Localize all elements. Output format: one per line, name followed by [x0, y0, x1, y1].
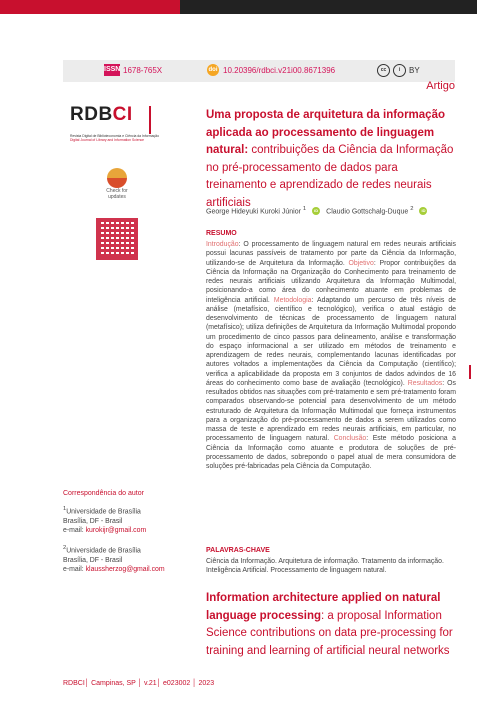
- correspondence-entry-1: $^1$Universidade de Brasília Brasília, DF - Brasil e-mail: kurokijr@gmail.com: [63, 506, 147, 534]
- footer-citation: RDBCI│ Campinas, SP │ v.21│ e023002 │ 2023: [63, 680, 215, 687]
- check-updates-icon: [107, 168, 127, 188]
- by-icon: i: [393, 64, 406, 77]
- keywords-body: Ciência da Informação. Arquitetura de informação. Tratamento da informação. Inteligência Artificial. Processamento de linguagem natural.: [206, 558, 444, 575]
- logo-bar: [149, 106, 151, 134]
- doi[interactable]: [207, 64, 335, 76]
- correspondence-entry-2: $^2$Universidade de Brasília Brasília, DF - Brasil e-mail: klaussherzog@gmail.com: [63, 545, 165, 573]
- logo-text: RDBCI: [70, 104, 133, 125]
- side-marker: [469, 365, 471, 379]
- email-link[interactable]: kurokijr@gmail.com: [85, 526, 147, 534]
- check-for-updates-badge[interactable]: [101, 168, 133, 202]
- keywords-heading: PALAVRAS-CHAVE: [206, 547, 270, 554]
- english-title: Information architecture applied on natural language processing: a proposal Information Science contributions on data pre-processing for training and learning of artificial neural networks: [206, 592, 453, 657]
- doi-icon: doi: [207, 64, 219, 76]
- doi-link[interactable]: 10.20396/rdbci.v21i00.8671396: [223, 65, 336, 75]
- license-label: BY: [409, 66, 420, 75]
- top-bar-accent: [0, 0, 180, 14]
- resumo-heading: RESUMO: [206, 230, 237, 237]
- logo-subtitle-pt: Revista Digital de Biblioteconomia e Ciência da Informação: [70, 134, 159, 138]
- orcid-icon[interactable]: iD: [314, 207, 319, 213]
- orcid-icon[interactable]: iD: [421, 207, 426, 213]
- qr-code-icon[interactable]: [96, 218, 138, 260]
- correspondence: [63, 489, 198, 583]
- check-updates-label: Check for updates: [106, 188, 128, 200]
- email-link[interactable]: klaussherzog@gmail.com: [85, 565, 165, 573]
- author-2: Claudio Gottschalg-Duque $^2$: [326, 206, 414, 216]
- correspondence-heading: Correspondência do autor: [63, 490, 144, 497]
- logo-subtitle-en: Digital Journal of Library and Information Science: [70, 138, 145, 142]
- resumo-body: Introdução: O processamento de linguagem natural em redes neurais artificiais possui lacunas passíveis de tratamento por parte da Ciência da Informação, utilizando-se de Arquitetura da Informação. Objetivo: Propor contribuições da Ciência da Informação na Organização do Conhecimento para treinamento de redes neurais artificiais utilizando Arquitetura da Informação Multimodal, posicionando-a como área do conhecimento atuante em problemas de inteligência artificial. Metodologia: Adaptando um percurso de três níveis de análise (metafísico, científico e tecnológico), verifica o atual estágio de desenvolvimento de técnicas de processamento de linguagem natural (metafísico); utiliza definições de Arquitetura da Informação Multimodal propondo um procedimento de cinco passos para delineamento, análise e transformação do espaço informacional a ser utilizado em métodos de treinamento e aprendizagem de redes neurais, complementando lacunas identificadas por autores voltados a implementações da Ciência da Computação (científico); verifica a aplicabilidade da proposta em 3 conjuntos de dados advindos de 16 áreas do conhecimento como base de avaliação (tecnológico). Resultados: Os resultados obtidos nas situações com pré-tratamento e sem pré-tratamento foram comparados observando-se potencial para desenvolvimento de um método estruturado de Arquitetura da Informação Multimodal que forneça instrumentos para a organização do pré-processamento de dados a serem utilizados como massa de teste e aprendizado em redes neurais artificiais, em particular, no processamento de linguagem natural. Conclusão: Este método posiciona a Ciência da Informação como atuante e produtora de soluções de pré-processamento de dados, sobrepondo o papel atual de mera consumidora de soluções pré-fabricadas pela Ciência da Computação.: [206, 241, 457, 470]
- article-title: Uma proposta de arquitetura da informação aplicada ao processamento de linguagem natural: contribuições da Ciência da Informação no pré-processamento de dados para treinamento e aprendizado de redes neurais artificiais: [206, 109, 454, 209]
- license[interactable]: [377, 64, 420, 77]
- article-type: Artigo: [426, 80, 455, 92]
- cc-icon: cc: [377, 64, 390, 77]
- issn-number: 1678-765X: [123, 65, 163, 75]
- issn-icon: ISSN: [104, 64, 120, 76]
- journal-logo: [70, 104, 190, 142]
- issn: [104, 64, 162, 76]
- author-1: George Hideyuki Kuroki Júnior $^1$: [206, 206, 307, 216]
- author-list: [206, 206, 427, 215]
